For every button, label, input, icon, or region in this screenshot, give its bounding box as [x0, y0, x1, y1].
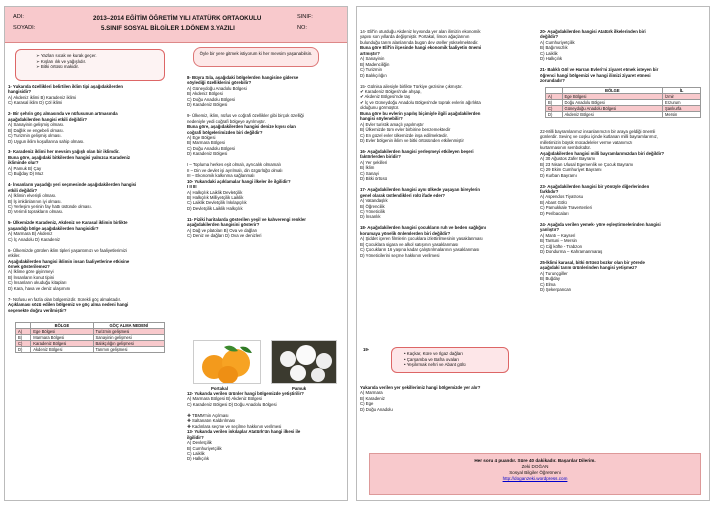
exam-footer	[369, 453, 701, 495]
text-line: C) Turizmin	[360, 67, 382, 73]
text-line: nedeniyle yedi coğrafi bölgeye ayrılmıştır.	[187, 118, 266, 124]
text-line: 5- Ülkemizde Karadeniz, Akdeniz ve Karasal iklimin birlikte	[8, 220, 128, 226]
text-line: D) Halkçılık	[540, 56, 562, 62]
text-line: B) Tantuni – Mersin	[540, 238, 577, 244]
left-page	[4, 6, 348, 501]
column-3	[360, 29, 532, 258]
speech-bubble: Öyle bir yere gitmek istiyorum ki her mevsim yaşanabilsin.	[193, 47, 319, 67]
text-line: D) Devletçilik Laiklik Halkçılık	[187, 205, 243, 211]
question-19-number: 19-	[363, 347, 370, 352]
text-line: C) İnsanların okuduğu kitapları	[8, 280, 67, 286]
text-line: Buna göre, aşağıdaki bitkilerden hangisi yalnızca Karadeniz	[8, 154, 131, 160]
text-line: 12- Yukarıda verilen ürünler hangi bölgemizde yetiştirilir?	[187, 391, 304, 396]
text-line: C) 29 Ekim Cumhuriyet Bayramı	[540, 167, 602, 173]
text-line: B) Bağımsızlık	[540, 45, 568, 51]
teacher-title: Sosyal Bilgiler Öğretmeni	[509, 470, 561, 475]
climate-features-box	[15, 49, 165, 81]
text-line: C) Laiklik Devletçilik İnkılapçılık	[187, 200, 247, 206]
cotton-illustration	[272, 341, 337, 384]
text-line: Buna göre, aşağıdakilerden hangisi denize kıyısı olan	[187, 124, 296, 130]
text-line: ilgilidir?	[187, 434, 204, 440]
orange-caption: Portakal	[211, 386, 228, 391]
text-line: A) Dağ ve platoları B) Ova ve dağları	[187, 227, 258, 233]
text-line: 23- Aşağıdakilerden hangisi bir yönüyle diğerlerinden	[540, 183, 650, 189]
column-4-bottom	[540, 129, 708, 293]
text-line: 22-Milli bayramlarımız insanlarımızın bir araya geldiği önemli	[540, 129, 656, 134]
text-line: C) Yöneticilik	[360, 208, 385, 214]
text-line: 2- Bir şehrin göç almasında ve nüfusunun artmasında	[8, 111, 118, 117]
text-line: A) Ege Bölgesi	[187, 134, 216, 140]
text-line: D) Evler bölgenin iklim ve bitki örtüsünden etkilenmiştir	[360, 138, 464, 144]
text-line: Buna göre Elif'in ilçesinde hangi ekonomik faaliyetin önemi	[360, 45, 482, 51]
text-line: 20- Aşağıdakilerden hangisi Atatürk ilkelerinden biri	[540, 29, 646, 34]
text-line: A) Marmara	[360, 390, 383, 396]
text-line: ✔ Akdeniz Bölgesi'nde taş	[360, 94, 411, 100]
text-line: Açıklaması sözü edilen bölgemiz ve göç alma nedeni hangi	[8, 302, 129, 308]
text-line: coğrafi bölgelerimizden biri değildir?	[187, 129, 263, 135]
text-line: B) İklim	[360, 165, 375, 171]
text-line: yapısı son yıllarda değişmiştir. Portakal, limon ağaçlarının	[360, 34, 470, 40]
teacher-blog-link[interactable]: http://doganzeki.wordpress.com	[502, 476, 568, 481]
text-line: A) Halkçılık Laiklik Devletçilik	[187, 189, 243, 195]
text-line: C) Pamukkale Travertenleri	[540, 205, 593, 211]
number-label: NO:	[297, 25, 307, 31]
text-line: C) Ege	[360, 401, 374, 407]
text-line: Buna göre bu evlerin yapılış biçimiyle ilgili aşağıdakilerden	[360, 110, 481, 116]
teacher-name: Zeki DOĞAN	[521, 464, 549, 469]
feature-item: ➢ Yazları sıcak ve kurak geçer.	[36, 53, 97, 58]
text-line: C) İç Anadolu D) Karadeniz	[8, 236, 61, 242]
column-4	[540, 29, 708, 84]
question-7-table	[15, 322, 165, 353]
text-line: C) Deniz ve dağları D) Ova ve denizleri	[187, 233, 262, 239]
text-line: 18- Aşağıdakilerden hangisi çocukların ruh ve beden sağlığını	[360, 225, 486, 231]
text-line: ❖ Kadınlara seçme ve seçilme hakkının verilmesi	[187, 423, 282, 429]
text-line: I – Topluma herkes eşit olmalı, ayrıcalık olmamalı	[187, 162, 281, 168]
text-line: kurtarmasının sembolüdür.	[540, 145, 591, 151]
text-line: 1- Yukarıda özellikleri belirtilen iklim tipi aşağıdakilerden	[8, 84, 124, 89]
text-line: A) 30 Ağustos Zafer Bayramı	[540, 156, 596, 162]
text-line: ❖ Saltanatın Kaldırılması	[187, 418, 236, 424]
text-line: B) İş imkânlarının iyi olması.	[8, 198, 62, 204]
text-line: 14- Elif'in oturduğu Akdeniz kıyısında yer alan ilimizin ekonomik	[360, 29, 481, 34]
text-line: D) Balıkçılığın	[360, 72, 387, 78]
text-line: D) Verimli toprakların olması.	[8, 209, 64, 215]
text-line: ❖ TBMM'nin Açılması	[187, 412, 229, 418]
text-line: C) Ciğ köfte - Trabzon	[540, 243, 583, 249]
cotton-caption: Pamuk	[292, 386, 307, 391]
text-line: C) Karadeniz Bölgesi D) Doğu Anadolu Bölgesi	[187, 401, 277, 407]
table-row: B) Doğu Anadolu Bölgesi Erzurum	[546, 100, 701, 106]
table-row: A) Ege Bölgesi İzmir	[546, 94, 701, 100]
text-line: hangisi söylenebilir?	[360, 116, 403, 122]
text-line: D) Karadeniz Bölgesi	[187, 151, 228, 157]
text-line: D) Kurban Bayramı	[540, 172, 577, 178]
text-line: 24- Aşağıda verilen yemek- yöre eşleştirmelerinden hangisi	[540, 221, 661, 227]
text-line: C) Yerleşim yerinin fay hattı üstünde olması.	[8, 203, 92, 209]
text-line: Aşağıdakilerden hangisi milli bayramlarımızdan biri değildir?	[540, 150, 665, 156]
text-line: 15- Gülnisa ailesiyle birlikte Türkiye gezisine çıkmıştır.	[360, 83, 463, 89]
text-line: 25-İklimi karasal, bitki örtüsü bozkır olan bir yörede	[540, 259, 645, 265]
text-line: B) Çocuklara sigara ve alkol satışının yasaklanması	[360, 241, 459, 247]
text-line: D) Yöneticilerini seçme hakkının verilmesi	[360, 252, 440, 258]
text-line: C) Laiklik	[187, 450, 205, 456]
text-line: A) Sanayinin	[360, 56, 385, 62]
table-header: İL	[663, 88, 701, 94]
orange-image	[193, 340, 261, 384]
text-line: B) Abant Gölü	[540, 199, 567, 205]
column-2	[187, 75, 347, 239]
text-line: günlerdir. Sevinç ve coşku içinde kutlanan milli bayramlarımız,	[540, 134, 658, 140]
text-line: D) Karadeniz Bölgesi	[187, 102, 228, 108]
text-line: C) En güzel evler ülkemizde inşa edilmektedir.	[360, 132, 448, 138]
text-line: C) Çocukların 16 yaşına kadar çalıştırılmalarının yasaklanması	[360, 247, 480, 253]
text-line: 4- İnsanların yaşadığı yeri seçmesinde aşağıdakilerden hangisi	[8, 182, 137, 188]
text-line: B) Buğday	[540, 276, 561, 282]
text-line: A) Marmara B) Akdeniz	[8, 231, 53, 237]
text-line: artmıştır?	[360, 50, 380, 56]
text-line: 13- Yukarıda verilen inkılaplar Atatürk'ün hangi ilkesi ile	[187, 429, 301, 435]
text-line: A) Vatandaşlık	[360, 198, 388, 204]
text-line: A) Yer şekilleri	[360, 159, 388, 165]
text-line: 9- Ülkemiz, iklim, nüfus ve coğrafi özellikler gibi birçok özelliği	[187, 113, 304, 119]
text-line: C) Turizmin gelişmiş olması.	[8, 133, 62, 139]
text-line: D) Halkçılık	[187, 456, 209, 462]
text-line: milletimizin büyük mücadeleler verme vatanımızı	[540, 139, 633, 145]
exam-title: 2013–2014 EĞİTİM ÖĞRETİM YILI ATATÜRK ORTAOKULU	[93, 15, 262, 22]
text-line: C) Doğu Anadolu Bölgesi	[187, 96, 236, 102]
text-line: B) Madenciliğin	[360, 61, 390, 67]
text-line: genel olarak üstlendikleri rolü ifade eder?	[360, 192, 446, 198]
text-line: 3- Karadeniz iklimi her mevsim yağışlı olan bir iklimdir.	[8, 149, 120, 155]
text-line: B) Öğrencilik	[360, 203, 385, 209]
text-line: Aşağıdakilerden hangisi iklimin insan faaliyetlerine etkisine	[8, 258, 130, 264]
text-line: korumaya yönelik önlemlerden biri değildir?	[360, 230, 451, 236]
text-line: D) Bitki örtüsü	[360, 176, 387, 182]
table-row: C) Karadeniz Bölgesi Balıkçılığın gelişmesi	[16, 341, 165, 347]
text-line: 6- Ülkemizde görülen iklim tipleri yaşantımızı ve faaliyetlerimizi	[8, 247, 127, 253]
text-line: A) Güneydoğu Anadolu Bölgesi	[187, 85, 247, 91]
text-line: 21- Balıklı Göl ve Harran Evleri'ni ziyaret etmek isteyen bir	[540, 67, 659, 73]
column-2-bottom	[187, 391, 347, 462]
cotton-image	[271, 340, 337, 384]
text-line: olduğunu görmüştür.	[360, 105, 400, 111]
table-row: C) Güneydoğu Anadolu Bölgesi Şanlıurfa	[546, 106, 701, 112]
question-21-table	[545, 87, 701, 118]
text-line: Yukarıda verilen yer şekillerimiz hangi bölgemizde yer alır?	[360, 385, 481, 390]
column-1	[8, 84, 176, 313]
text-line: D) Dondurma – Kahramanmaraş	[540, 248, 603, 254]
text-line: A) Akdeniz iklimi B) Karadeniz iklimi	[8, 94, 77, 100]
question-19-box	[391, 347, 509, 373]
text-line: 16- Aşağıdakilerden hangisi yerleşmeyi etkileyen beşeri	[360, 148, 474, 154]
text-line: A) İklimin elverişli olması.	[8, 193, 57, 199]
text-line: 10- Yukarıdaki açıklamalar hangi ilkeler ile ilgilidir?	[187, 178, 291, 184]
text-line: ✔ İç ve Güneydoğu Anadolu Bölgesi'nde toprak evlerin ağırlıkta	[360, 99, 481, 105]
text-line: D) Doğu Anadolu	[360, 406, 393, 412]
text-line: D) Kara, hava ve deniz ulaşımını	[8, 285, 71, 291]
text-line: A) Evler turistik amaçlı yapılmıştır	[360, 121, 424, 127]
text-line: değildir?	[540, 34, 559, 40]
text-line: A) İklime göre giyinmeyi	[8, 269, 54, 275]
table-row: B) Marmara Bölgesi Sanayinin gelişmesi	[16, 335, 165, 341]
footer-note: Her soru 4 puandır. Süre 40 dakikadır. Başarılar Dilerim.	[474, 458, 596, 463]
text-line: zorundadır?	[540, 78, 565, 84]
text-line: A) Cumhuriyetçilik	[540, 39, 575, 45]
text-line: hangisidir?	[8, 89, 32, 95]
text-line: I II III	[187, 184, 197, 190]
right-page	[356, 6, 710, 501]
text-line: seçenekte doğru verilmiştir?	[8, 307, 67, 313]
text-line: C) Laiklik	[540, 50, 558, 56]
exam-header	[5, 7, 347, 43]
text-line: B) 23 Nisan Ulusal Egemenlik ve Çocuk Bayramı	[540, 161, 634, 167]
text-line: A) Marmara Bölgesi B) Akdeniz Bölgesi	[187, 396, 262, 402]
table-header: GÖÇ ALMA NEDENİ	[93, 323, 164, 329]
text-line: 7- Nüfusu en fazla olan bölgemizdir. Sürekli göç almaktadır.	[8, 296, 121, 302]
text-line: A) Şiddet içeren filmlerin çocuklara izlettirilmesinin yasaklanması	[360, 236, 483, 242]
text-line: B) Halkçılık Milliyetçilik Laiklik	[187, 194, 244, 200]
text-line: C) Sanayi	[360, 170, 379, 176]
text-line: 11- Fiziki haritalarda gösterilen yeşil ve kahverengi renkler	[187, 216, 306, 222]
text-line: söylediği özelliklerini görebilir?	[187, 80, 252, 86]
text-line: D) Şekerpancarı	[540, 287, 572, 293]
text-line: B) Akdeniz Bölgesi	[187, 91, 223, 97]
text-line: yaşandığı bölge aşağıdakilerden hangisidir?	[8, 225, 99, 231]
text-line: A) Devletçilik	[187, 440, 212, 446]
class-label: SINIF:	[297, 14, 313, 20]
text-line: aşağıdakilerden hangisi etkili değildir?	[8, 116, 88, 122]
text-line: faktörlerden biridir?	[360, 154, 401, 160]
text-line: B) Ülkemizde tüm evler birbirine benzemektedir	[360, 127, 451, 133]
text-line: C) Buğday D) Muz	[8, 171, 44, 177]
text-line: B) Dağlık ve engebeli olması.	[8, 127, 64, 133]
text-line: D) Uygun iklim koşullarına sahip olması.	[8, 138, 85, 144]
table-row: A) Ege Bölgesi Turizmin gelişmesi	[16, 329, 165, 335]
text-line: aşağıdakilerden hangisini gösterir?	[187, 222, 260, 228]
text-line: etkili değildir?	[8, 187, 38, 193]
text-line: aşağıdaki tarım ürünlerinden hangisi yetişmez?	[540, 265, 637, 271]
text-line: A) Mantı – Kayseri	[540, 232, 576, 238]
table-row: D) Akdeniz Bölgesi Tarımın gelişmesi	[16, 347, 165, 353]
surname-label: SOYADI:	[13, 25, 36, 31]
text-line: farklıdır?	[540, 188, 559, 194]
text-line: A) Pamuk B) Çay	[8, 165, 42, 171]
landform-item: • Yeşilırmak nehri ve Abant gölü	[404, 362, 466, 367]
orange-illustration	[194, 341, 261, 384]
text-line: D) Peribacaları	[540, 210, 569, 216]
text-line: A) Sanayinin gelişmiş olması.	[8, 122, 65, 128]
table-header: BÖLGE	[562, 88, 663, 94]
feature-item: ➢ Kışları ılık ve yağışlıdır.	[36, 58, 87, 64]
name-label: ADI:	[13, 14, 24, 20]
question-19	[360, 385, 532, 412]
text-line: III – Ekonomik kalkınma sağlanmalı	[187, 173, 255, 179]
feature-item: ➢ Bitki örtüsü makidir.	[36, 64, 79, 69]
text-line: B) Karadeniz	[360, 395, 385, 401]
text-line: etkiler.	[8, 253, 21, 259]
text-line: B) Cumhuriyetçilik	[187, 445, 222, 451]
text-line: bulunduğu tarım alanlarında bugün dev oteller yükselmektedir.	[360, 39, 479, 45]
exam-subtitle: 5.SINIF SOSYAL BİLGİLER 1.DÖNEM 3.YAZILI	[101, 25, 235, 32]
text-line: II – Din ve devlet işi ayrılmalı, din özgürlüğü olmalı	[187, 167, 283, 173]
text-line: 17- Aşağıdakilerden hangisi aynı ülkede yaşayan bireylerin	[360, 187, 480, 193]
table-row: D) Akdeniz Bölgesi Mersin	[546, 112, 701, 118]
landform-item: • Çarşamba ve Bafra ovaları	[404, 356, 459, 362]
table-header: BÖLGE	[31, 323, 93, 329]
text-line: yanlıştır?	[540, 227, 560, 233]
text-line: C) Karasal iklim D) Çöl iklimi	[8, 100, 63, 106]
text-line: A) Turunçgiller	[540, 270, 568, 276]
text-line: C) Doğu Anadolu Bölgesi	[187, 145, 236, 151]
text-line: D) İnsanlık	[360, 214, 381, 220]
text-line: örnek gösterilemez?	[8, 263, 50, 269]
text-line: B) Marmara Bölgesi	[187, 140, 225, 146]
text-line: öğrenci hangi bölgemizi ve hangi ilimizi ziyaret etmesi	[540, 72, 651, 78]
text-line: A) Aspendos Tiyatrosu	[540, 194, 583, 200]
text-line: B) İnsanların konut tipini	[8, 274, 55, 280]
landform-item: • Kaçkar, Küre ve Ilgaz dağları	[404, 351, 463, 356]
text-line: 8- Büyra Sıla, aşağıdaki bölgelerden hangisine gidersе	[187, 75, 299, 80]
text-line: ikliminde olur?	[8, 160, 39, 166]
text-line: ✔ Karadeniz Bölgesi'nde ahşap,	[360, 88, 422, 94]
text-line: C) Elma	[540, 281, 556, 287]
